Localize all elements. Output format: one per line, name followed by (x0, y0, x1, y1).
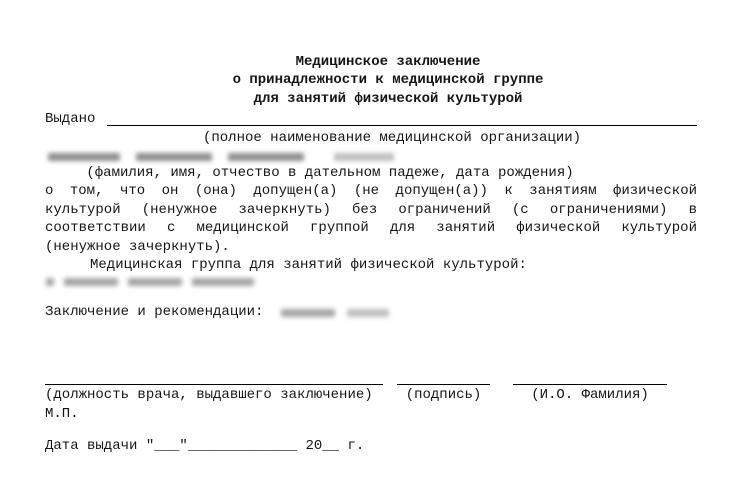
body-line-4: (ненужное зачеркнуть). (45, 238, 230, 255)
body-line-2: культурой (ненужное зачеркнуть) без ограничений (с ограничениями) в (45, 201, 697, 218)
title-line-2: о принадлежности к медицинской группе (232, 72, 544, 89)
signature-caption: (подпись) (397, 384, 490, 404)
redacted-text (48, 153, 120, 161)
body-line-1: о том, что он (она) допущен(а) (не допущен(а)) к занятиям физической (45, 183, 697, 200)
redacted-text (64, 278, 118, 286)
medical-group-redacted-row (45, 274, 697, 289)
redacted-text (128, 278, 182, 286)
medical-group-label: Медицинская группа для занятий физической культурой: (90, 257, 527, 274)
signature-row (45, 384, 697, 404)
redacted-text (281, 309, 335, 317)
issue-date-line: Дата выдачи "___"_____________ 20__ г. (45, 437, 365, 454)
document-title (79, 53, 697, 108)
conclusion-label: Заключение и рекомендации: (45, 304, 264, 321)
title-line-3: для занятий физической культурой (253, 90, 523, 107)
title-line-1: Медицинское заключение (295, 54, 481, 70)
document-content (0, 53, 742, 455)
patient-name-caption: (фамилия, имя, отчество в дательном падеже, дата рождения) (86, 165, 574, 182)
issued-label: Выдано (45, 111, 96, 128)
redacted-text (228, 153, 304, 161)
patient-name-redacted-row (45, 149, 697, 164)
redacted-text (136, 153, 212, 161)
issued-row (45, 110, 697, 128)
organization-caption: (полное наименование медицинской организации) (202, 129, 582, 146)
body-paragraph (45, 182, 697, 256)
conclusion-row (45, 303, 697, 321)
initials-surname-caption: (И.О. Фамилия) (513, 384, 667, 404)
organization-blank-line (107, 111, 697, 126)
redacted-text (347, 309, 389, 317)
body-line-3: соответствии с медицинской группой для занятий физической культурой (45, 220, 697, 237)
redacted-text (46, 278, 54, 286)
redacted-text (334, 153, 394, 161)
redacted-text (192, 278, 254, 286)
stamp-place-label: М.П. (45, 406, 79, 423)
doctor-position-caption: (должность врача, выдавшего заключение) (45, 384, 383, 404)
